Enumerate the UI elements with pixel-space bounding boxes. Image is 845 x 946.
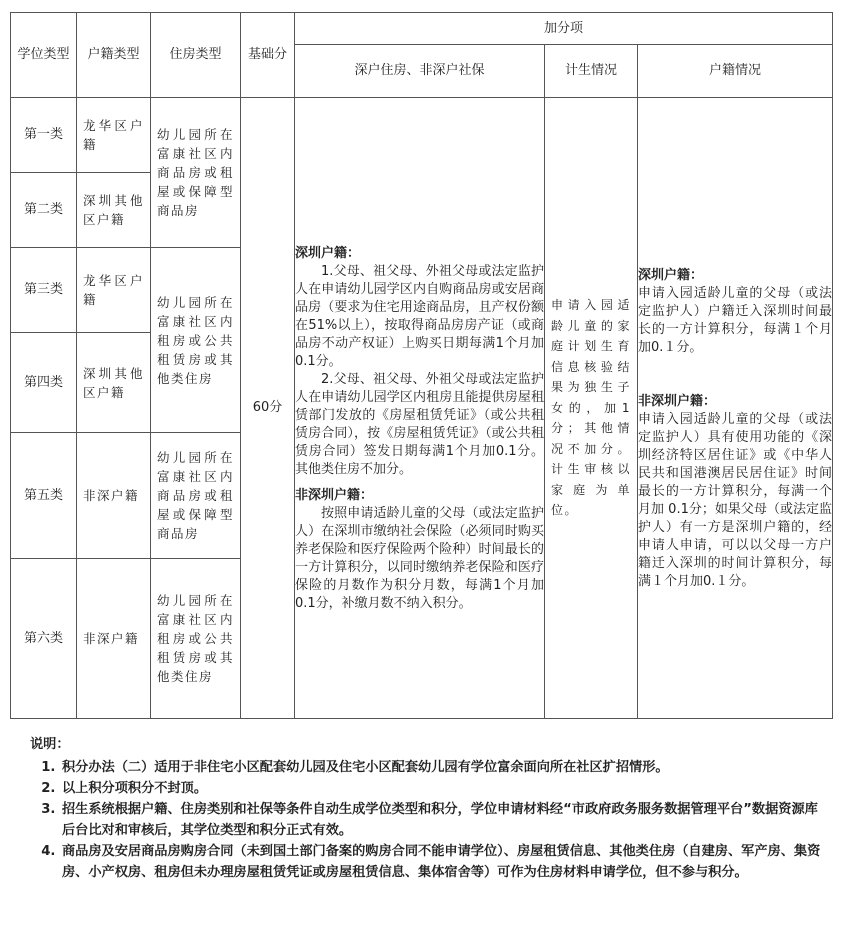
hukou-bonus-non-sz-text: 申请入园适龄儿童的父母（或法定监护人）具有使用功能的《深圳经济特区居住证》或《中华人民共和国港澳居民居住证》时间最长的一方计算积分，每满一个月加 0.1分；如果父母（或法定监护人）有一方是深圳户籍的，经申请人申请，可以以父母一方户籍迁入深圳的时间计算积分，每满１个月加0.１分。 [638,412,833,589]
header-bonus-planning: 计生情况 [545,45,638,98]
note-item-4: 4. 商品房及安居商品房购房合同（未到国土部门备案的购房合同不能申请学位）、房屋租赁信息、其他类住房（自建房、军产房、集资房、小产权房、租房但未办理房屋租赁凭证或房屋租赁信息、集体宿舍等）可作为住房材料申请学位，但不参与积分。 [60,841,830,883]
housing-cell-d: 幼儿园所在富康社区内租房或公共租赁房或其他类住房 [151,559,241,719]
housing-cell-b: 幼儿园所在富康社区内租房或公共租赁房或其他类住房 [151,248,241,433]
points-table [10,12,833,719]
row-type-5: 第五类 [11,433,77,559]
notes-list [30,757,830,883]
planning-bonus-cell: 申请入园适龄儿童的家庭计划生育信息核验结果为独生子女的，加1分；其他情况不加分。计生审核以家庭为单位。 [545,98,638,719]
header-housing-type: 住房类型 [151,13,241,98]
note-item-1: 1. 积分办法（二）适用于非住宅小区配套幼儿园及住宅小区配套幼儿园有学位富余面向所在社区扩招情形。 [60,757,830,778]
row-type-2: 第二类 [11,173,77,248]
note-item-2: 2. 以上积分项积分不封顶。 [60,778,830,799]
notes-section [30,734,830,883]
header-hukou-type: 户籍类型 [77,13,151,98]
base-score-cell: 60分 [241,98,295,719]
row-type-4: 第四类 [11,333,77,433]
housing-cell-c: 幼儿园所在富康社区内商品房或租屋或保障型商品房 [151,433,241,559]
housing-bonus-cell [295,98,545,719]
row-hukou-4: 深圳其他区户籍 [77,333,151,433]
housing-bonus-sz-p1: 1.父母、祖父母、外祖父母或法定监护人在申请幼儿园学区内自购商品房或安居商品房（要求为住宅用途商品房，且产权份额在51%以上），按取得商品房房产证（或商品房不动产权证）上购买日期每满1个月加0.1分。 [295,264,544,369]
row-hukou-3: 龙华区户籍 [77,248,151,333]
notes-title: 说明： [30,737,70,752]
housing-bonus-sz-title: 深圳户籍： [295,246,361,261]
header-bonus: 加分项 [295,13,833,45]
hukou-bonus-cell [638,98,833,719]
row-hukou-6: 非深户籍 [77,559,151,719]
header-base-score: 基础分 [241,13,295,98]
hukou-bonus-sz-text: 申请入园适龄儿童的父母（或法定监护人）户籍迁入深圳时间最长的一方计算积分，每满１个月加0.１分。 [638,286,833,355]
housing-bonus-non-sz-title: 非深圳户籍： [295,488,374,503]
row-hukou-5: 非深户籍 [77,433,151,559]
housing-bonus-non-sz-p: 按照申请适龄儿童的父母（或法定监护人）在深圳市缴纳社会保险（必须同时购买养老保险和医疗保险两个险种）时间最长的一方计算积分，以同时缴纳养老保险和医疗保险的月数作为积分月数，每满1个月加0.1分，补缴月数不纳入积分。 [295,506,544,611]
housing-bonus-sz-p2: 2.父母、祖父母、外祖父母或法定监护人在申请幼儿园学区内租房且能提供房屋租赁部门发放的《房屋租赁凭证》（或公共租赁房合同），按《房屋租赁凭证》（或公共租赁房合同）签发日期每满1个月加0.1分。其他类住房不加分。 [295,372,544,477]
hukou-bonus-non-sz-title: 非深圳户籍： [638,394,717,409]
housing-cell-a: 幼儿园所在富康社区内商品房或租屋或保障型商品房 [151,98,241,248]
header-school-type: 学位类型 [11,13,77,98]
row-hukou-1: 龙华区户籍 [77,98,151,173]
row-hukou-2: 深圳其他区户籍 [77,173,151,248]
note-item-3: 3. 招生系统根据户籍、住房类别和社保等条件自动生成学位类型和积分，学位申请材料经“市政府政务服务数据管理平台”数据资源库后台比对和审核后，其学位类型和积分正式有效。 [60,799,830,841]
row-type-6: 第六类 [11,559,77,719]
header-bonus-hukou: 户籍情况 [638,45,833,98]
row-type-1: 第一类 [11,98,77,173]
row-type-3: 第三类 [11,248,77,333]
hukou-bonus-sz-title: 深圳户籍： [638,268,704,283]
header-bonus-housing: 深户住房、非深户社保 [295,45,545,98]
